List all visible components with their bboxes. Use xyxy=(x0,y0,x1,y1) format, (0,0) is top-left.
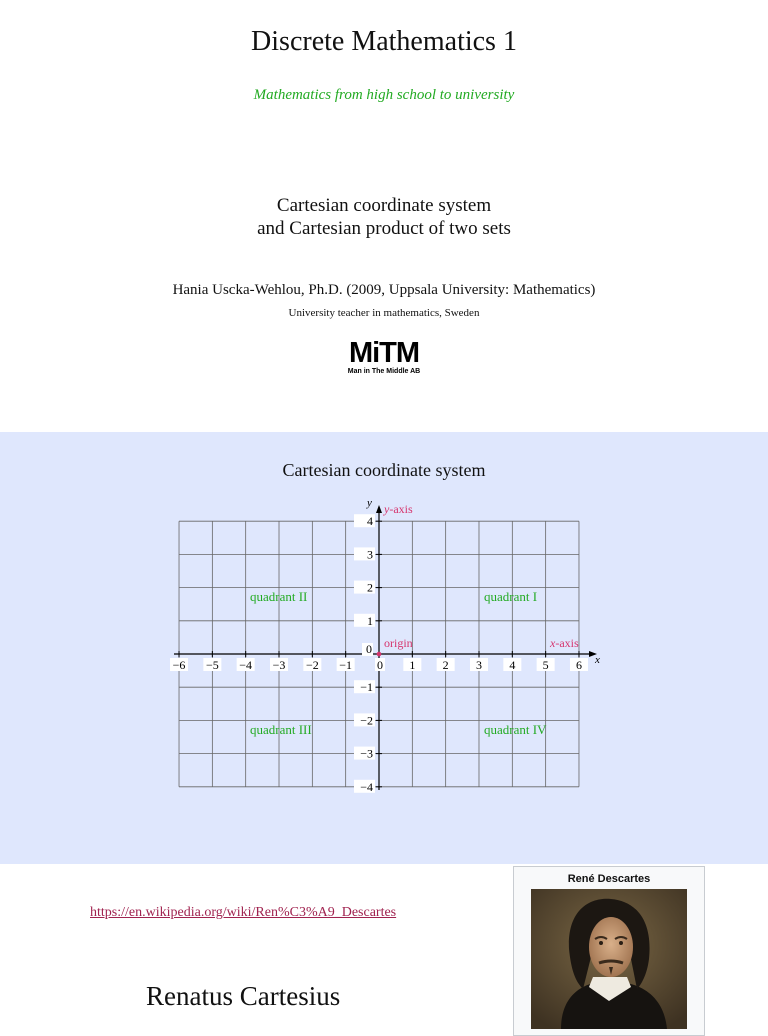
y-tick-label: 3 xyxy=(367,547,373,562)
author-line: Hania Uscka-Wehlou, Ph.D. (2009, Uppsala University: Mathematics) xyxy=(172,282,596,298)
logo-subtext: Man in The Middle AB xyxy=(347,368,421,375)
y-axis-label-rest: -axis xyxy=(389,502,413,516)
portrait-drawing xyxy=(531,889,687,1029)
x-axis-label-rest: -axis xyxy=(555,636,579,650)
x-tick-label: −2 xyxy=(305,658,319,672)
x-axis-label xyxy=(549,636,579,650)
y-axis-letter: y xyxy=(367,497,372,509)
y-tick-label: 2 xyxy=(367,580,373,595)
quadrant-ii-label: quadrant II xyxy=(250,589,308,604)
x-tick-label: 3 xyxy=(475,658,482,672)
page-title: Discrete Mathematics 1 xyxy=(251,26,517,57)
x-tick-label: −5 xyxy=(205,658,219,672)
x-tick-label: 4 xyxy=(509,658,516,672)
x-tick-label: −1 xyxy=(339,658,353,672)
topic-line-1: Cartesian coordinate system xyxy=(276,195,492,216)
title-slide xyxy=(0,0,768,432)
origin-label: origin xyxy=(384,636,413,650)
portrait-card xyxy=(513,866,705,1036)
y-zero-label: 0 xyxy=(366,642,372,656)
quadrant-iii-label: quadrant III xyxy=(250,722,312,737)
y-tick-label: −3 xyxy=(360,746,373,761)
x-tick-label: 2 xyxy=(442,658,449,672)
latin-name-heading: Renatus Cartesius xyxy=(146,981,341,1011)
topic-heading xyxy=(0,194,768,240)
logo-word: MiTM xyxy=(348,337,420,369)
y-tick-label: 4 xyxy=(367,514,373,529)
coordinate-plane-diagram xyxy=(0,432,768,864)
x-axis-letter: x xyxy=(595,654,600,666)
x-tick-label: 1 xyxy=(409,658,416,672)
y-tick-label: −2 xyxy=(360,713,373,728)
y-axis-label xyxy=(383,502,413,516)
y-tick-label: −1 xyxy=(360,680,373,695)
portrait-caption: René Descartes xyxy=(567,873,651,885)
author-role: University teacher in mathematics, Sweden xyxy=(288,307,480,319)
x-tick-label: −3 xyxy=(272,658,286,672)
y-tick-label: 1 xyxy=(367,613,373,628)
quadrant-iv-label: quadrant IV xyxy=(484,722,547,737)
x-axis-label-var: x xyxy=(550,636,556,650)
topic-line-2: and Cartesian product of two sets xyxy=(257,218,511,239)
annotations xyxy=(250,497,600,737)
origin-dot xyxy=(377,652,382,657)
coordinate-system-slide xyxy=(0,432,768,864)
descartes-slide xyxy=(0,864,768,1024)
x-tick-label: −4 xyxy=(239,658,253,672)
slide-title: Cartesian coordinate system xyxy=(282,460,486,480)
x-tick-label: −6 xyxy=(172,658,186,672)
x-tick-label: 6 xyxy=(575,658,582,672)
x-tick-label: 5 xyxy=(542,658,549,672)
subtitle: Mathematics from high school to university xyxy=(253,87,515,103)
wikipedia-link[interactable]: https://en.wikipedia.org/wiki/Ren%C3%A9_Descartes xyxy=(90,905,397,920)
descartes-portrait-image xyxy=(531,889,687,1029)
y-axis-arrow xyxy=(376,505,382,513)
y-axis-label-var: y xyxy=(384,502,390,516)
y-tick-label: −4 xyxy=(360,779,373,794)
quadrant-i-label: quadrant I xyxy=(484,589,538,604)
mitm-logo xyxy=(336,338,432,375)
origin-tick-label: 0 xyxy=(377,658,383,672)
